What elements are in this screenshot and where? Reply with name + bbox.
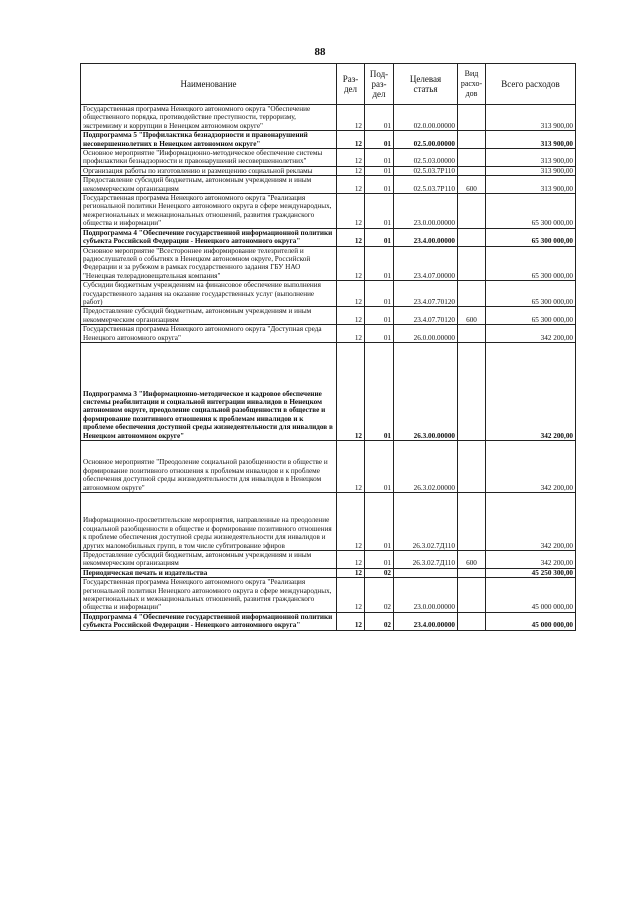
cell-podrazdel: 01	[365, 440, 394, 492]
cell-statya: 26.0.00.00000	[394, 325, 458, 343]
cell-statya: 26.3.02.7Д110	[394, 550, 458, 568]
cell-name: Государственная программа Ненецкого автономного округа "Доступная среда Ненецкого автономного округа"	[81, 325, 337, 343]
header-total: Всего расходов	[486, 64, 576, 105]
cell-podrazdel: 02	[365, 612, 394, 630]
table-row	[81, 342, 576, 440]
cell-total: 313 900,00	[486, 166, 576, 175]
cell-statya	[394, 568, 458, 577]
table-header-row	[81, 64, 576, 105]
cell-name: Субсидии бюджетным учреждениям на финансовое обеспечение выполнения государственного задания на оказание государственных услуг (выполнение работ)	[81, 281, 337, 307]
cell-podrazdel: 01	[365, 105, 394, 131]
cell-total: 65 300 000,00	[486, 281, 576, 307]
cell-name: Организация работы по изготовлению и размещению социальной рекламы	[81, 166, 337, 175]
cell-statya: 02.5.03.7Р110	[394, 176, 458, 194]
cell-vid	[458, 228, 486, 246]
cell-name: Информационно-просветительские мероприятия, направленные на преодоление социальной разобщенности в обществе и формирование позитивного отношения к проблеме обеспечения доступной среды жизнедеятельности для инвалидов и других маломобильных групп, в том числе субтитрование эфиров	[81, 492, 337, 550]
cell-razdel: 12	[337, 612, 365, 630]
cell-vid	[458, 246, 486, 281]
cell-podrazdel: 01	[365, 131, 394, 149]
cell-statya: 23.4.07.70120	[394, 307, 458, 325]
cell-podrazdel: 01	[365, 307, 394, 325]
table-row	[81, 131, 576, 149]
table-row	[81, 612, 576, 630]
cell-razdel: 12	[337, 342, 365, 440]
cell-vid	[458, 492, 486, 550]
cell-name: Государственная программа Ненецкого автономного округа "Реализация региональной политики Ненецкого автономного округа в сфере международных, межрегиональных и межнациональных отношений, развития гражданского общества и информации"	[81, 578, 337, 613]
cell-vid	[458, 131, 486, 149]
cell-vid: 600	[458, 176, 486, 194]
cell-name: Предоставление субсидий бюджетным, автономным учреждениям и иным некоммерческим организациям	[81, 307, 337, 325]
table-row	[81, 194, 576, 229]
cell-name: Предоставление субсидий бюджетным, автономным учреждениям и иным некоммерческим организациям	[81, 550, 337, 568]
cell-total: 65 300 000,00	[486, 307, 576, 325]
cell-podrazdel: 01	[365, 149, 394, 167]
budget-table	[80, 63, 576, 631]
table-row	[81, 166, 576, 175]
cell-total: 342 200,00	[486, 492, 576, 550]
page-number: 88	[314, 46, 326, 58]
cell-razdel: 12	[337, 166, 365, 175]
cell-razdel: 12	[337, 440, 365, 492]
cell-statya: 23.4.07.00000	[394, 246, 458, 281]
cell-podrazdel: 01	[365, 166, 394, 175]
cell-vid: 600	[458, 307, 486, 325]
cell-name: Подпрограмма 5 "Профилактика безнадзорности и правонарушений несовершеннолетних в Ненецком автономном округе"	[81, 131, 337, 149]
cell-podrazdel: 01	[365, 281, 394, 307]
cell-statya: 02.5.00.00000	[394, 131, 458, 149]
cell-podrazdel: 01	[365, 228, 394, 246]
cell-podrazdel: 01	[365, 342, 394, 440]
cell-razdel: 12	[337, 281, 365, 307]
cell-vid	[458, 194, 486, 229]
cell-podrazdel: 01	[365, 550, 394, 568]
cell-razdel: 12	[337, 131, 365, 149]
cell-podrazdel: 02	[365, 578, 394, 613]
cell-razdel: 12	[337, 578, 365, 613]
header-podrazdel: Под- раз- дел	[365, 64, 394, 105]
table-row	[81, 149, 576, 167]
cell-razdel: 12	[337, 568, 365, 577]
cell-total: 342 200,00	[486, 342, 576, 440]
header-name: Наименование	[81, 64, 337, 105]
cell-razdel: 12	[337, 550, 365, 568]
table-row	[81, 325, 576, 343]
cell-vid	[458, 578, 486, 613]
cell-total: 313 900,00	[486, 176, 576, 194]
table-row	[81, 550, 576, 568]
cell-vid	[458, 612, 486, 630]
cell-statya: 23.4.00.00000	[394, 228, 458, 246]
table-row	[81, 578, 576, 613]
cell-name: Государственная программа Ненецкого автономного округа "Реализация региональной политики Ненецкого автономного округа в сфере международных, межрегиональных и межнациональных отношений, развития гражданского общества и информации"	[81, 194, 337, 229]
cell-razdel: 12	[337, 325, 365, 343]
cell-name: Основное мероприятие "Информационно-методическое обеспечение системы профилактики безнадзорности и правонарушений несовершеннолетних"	[81, 149, 337, 167]
cell-podrazdel: 01	[365, 176, 394, 194]
cell-vid: 600	[458, 550, 486, 568]
cell-name: Подпрограмма 4 "Обеспечение государственной информационной политики субъекта Российской Федерации - Ненецкого автономного округа"	[81, 228, 337, 246]
cell-razdel: 12	[337, 176, 365, 194]
cell-razdel: 12	[337, 228, 365, 246]
cell-statya: 23.0.00.00000	[394, 578, 458, 613]
cell-statya: 23.0.00.00000	[394, 194, 458, 229]
cell-vid	[458, 325, 486, 343]
cell-podrazdel: 01	[365, 492, 394, 550]
cell-statya: 26.3.02.7Д110	[394, 492, 458, 550]
cell-total: 45 000 000,00	[486, 578, 576, 613]
cell-total: 313 900,00	[486, 149, 576, 167]
table-row	[81, 228, 576, 246]
table-body	[81, 105, 576, 631]
cell-statya: 02.5.03.00000	[394, 149, 458, 167]
cell-razdel: 12	[337, 492, 365, 550]
header-vid: Вид расхо- дов	[458, 64, 486, 105]
cell-total: 342 200,00	[486, 550, 576, 568]
cell-name: Периодическая печать и издательства	[81, 568, 337, 577]
cell-podrazdel: 01	[365, 246, 394, 281]
cell-podrazdel: 01	[365, 194, 394, 229]
table-row	[81, 105, 576, 131]
cell-vid	[458, 149, 486, 167]
cell-total: 65 300 000,00	[486, 246, 576, 281]
cell-statya: 02.5.03.7Р110	[394, 166, 458, 175]
cell-statya: 02.0.00.00000	[394, 105, 458, 131]
cell-razdel: 12	[337, 246, 365, 281]
cell-statya: 23.4.00.00000	[394, 612, 458, 630]
cell-razdel: 12	[337, 105, 365, 131]
cell-vid	[458, 342, 486, 440]
cell-total: 313 900,00	[486, 105, 576, 131]
cell-total: 65 300 000,00	[486, 194, 576, 229]
cell-vid	[458, 166, 486, 175]
cell-podrazdel: 01	[365, 325, 394, 343]
cell-razdel: 12	[337, 307, 365, 325]
cell-vid	[458, 440, 486, 492]
cell-statya: 26.3.02.00000	[394, 440, 458, 492]
table-row	[81, 568, 576, 577]
cell-name: Подпрограмма 4 "Обеспечение государственной информационной политики субъекта Российской Федерации - Ненецкого автономного округа"	[81, 612, 337, 630]
cell-total: 45 000 000,00	[486, 612, 576, 630]
cell-podrazdel: 02	[365, 568, 394, 577]
table-row	[81, 492, 576, 550]
cell-vid	[458, 568, 486, 577]
table-row	[81, 281, 576, 307]
table-row	[81, 307, 576, 325]
cell-name: Государственная программа Ненецкого автономного округа "Обеспечение общественного порядка, противодействие преступности, терроризму, экстремизму и коррупции в Ненецком автономном округе"	[81, 105, 337, 131]
header-razdel: Раз- дел	[337, 64, 365, 105]
cell-statya: 26.3.00.00000	[394, 342, 458, 440]
cell-total: 313 900,00	[486, 131, 576, 149]
cell-total: 342 200,00	[486, 325, 576, 343]
cell-total: 342 200,00	[486, 440, 576, 492]
table-row	[81, 176, 576, 194]
cell-total: 65 300 000,00	[486, 228, 576, 246]
header-statya: Целевая статья	[394, 64, 458, 105]
cell-name: Основное мероприятие "Всестороннее информирование телезрителей и радиослушателей о событиях в Ненецком автономном округе, Российской Федерации и за рубежом в рамках государственного задания ГБУ НАО "Ненецкая телерадиовещательная компания"	[81, 246, 337, 281]
table-row	[81, 440, 576, 492]
cell-vid	[458, 105, 486, 131]
cell-razdel: 12	[337, 194, 365, 229]
table-row	[81, 246, 576, 281]
cell-name: Подпрограмма 3 "Информационно-методическое и кадровое обеспечение системы реабилитации и социальной интеграции инвалидов в Ненецком автономном округе, преодоление социальной разобщенности в обществе и формирование позитивного отношения к проблемам инвалидов и к проблеме обеспечения доступной среды жизнедеятельности для инвалидов в Ненецком автономном округе"	[81, 342, 337, 440]
cell-vid	[458, 281, 486, 307]
cell-statya: 23.4.07.70120	[394, 281, 458, 307]
cell-razdel: 12	[337, 149, 365, 167]
cell-name: Предоставление субсидий бюджетным, автономным учреждениям и иным некоммерческим организациям	[81, 176, 337, 194]
cell-name: Основное мероприятие "Преодоление социальной разобщенности в обществе и формирование позитивного отношения к проблемам инвалидов и к проблеме обеспечения доступной среды жизнедеятельности для инвалидов в Ненецком автономном округе"	[81, 440, 337, 492]
cell-total: 45 250 300,00	[486, 568, 576, 577]
